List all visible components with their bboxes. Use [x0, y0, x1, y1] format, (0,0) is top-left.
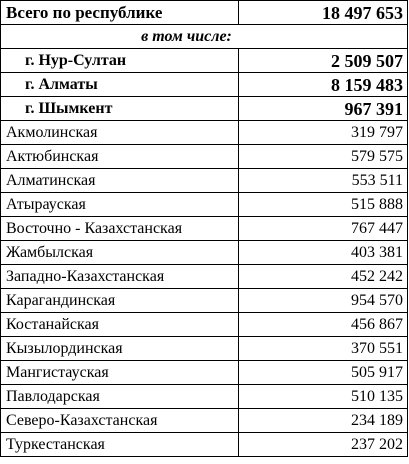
region-value: 954 570 [239, 289, 408, 313]
table-row-city [1, 97, 408, 121]
region-value: 456 867 [239, 313, 408, 337]
region-label: Актюбинская [1, 145, 239, 169]
table-row-region [1, 145, 408, 169]
table-row-region [1, 265, 408, 289]
table-row-city [1, 49, 408, 73]
city-label: г. Алматы [1, 73, 239, 97]
region-label: Жамбылская [1, 241, 239, 265]
table-row-region [1, 121, 408, 145]
city-label: г. Шымкент [1, 97, 239, 121]
table-row-region [1, 289, 408, 313]
region-value: 579 575 [239, 145, 408, 169]
region-value: 505 917 [239, 361, 408, 385]
table-row-region [1, 385, 408, 409]
subtitle-label: в том числе: [1, 25, 408, 49]
table-row-city [1, 73, 408, 97]
city-value: 967 391 [239, 97, 408, 121]
total-value: 18 497 653 [239, 1, 408, 25]
region-label: Мангистауская [1, 361, 239, 385]
region-label: Восточно - Казахстанская [1, 217, 239, 241]
table-row-region [1, 193, 408, 217]
table-row-region [1, 337, 408, 361]
region-value: 452 242 [239, 265, 408, 289]
region-value: 319 797 [239, 121, 408, 145]
table-row-region [1, 433, 408, 457]
table-row-total [1, 1, 408, 25]
region-value: 767 447 [239, 217, 408, 241]
table-row-region [1, 409, 408, 433]
region-label: Костанайская [1, 313, 239, 337]
region-label: Павлодарская [1, 385, 239, 409]
table-row-region [1, 169, 408, 193]
region-label: Кызылординская [1, 337, 239, 361]
region-value: 403 381 [239, 241, 408, 265]
region-label: Карагандинская [1, 289, 239, 313]
table-row-region [1, 313, 408, 337]
region-label: Алматинская [1, 169, 239, 193]
region-value: 234 189 [239, 409, 408, 433]
region-label: Акмолинская [1, 121, 239, 145]
city-label: г. Нур-Султан [1, 49, 239, 73]
city-value: 8 159 483 [239, 73, 408, 97]
table-row-region [1, 361, 408, 385]
region-value: 553 511 [239, 169, 408, 193]
region-label: Туркестанская [1, 433, 239, 457]
region-value: 370 551 [239, 337, 408, 361]
city-value: 2 509 507 [239, 49, 408, 73]
region-value: 237 202 [239, 433, 408, 457]
region-label: Западно-Казахстанская [1, 265, 239, 289]
total-label: Всего по республике [1, 1, 239, 25]
table-row-subtitle [1, 25, 408, 49]
region-value: 510 135 [239, 385, 408, 409]
region-label: Атырауская [1, 193, 239, 217]
region-label: Северо-Казахстанская [1, 409, 239, 433]
region-value: 515 888 [239, 193, 408, 217]
table-row-region [1, 217, 408, 241]
table-row-region [1, 241, 408, 265]
